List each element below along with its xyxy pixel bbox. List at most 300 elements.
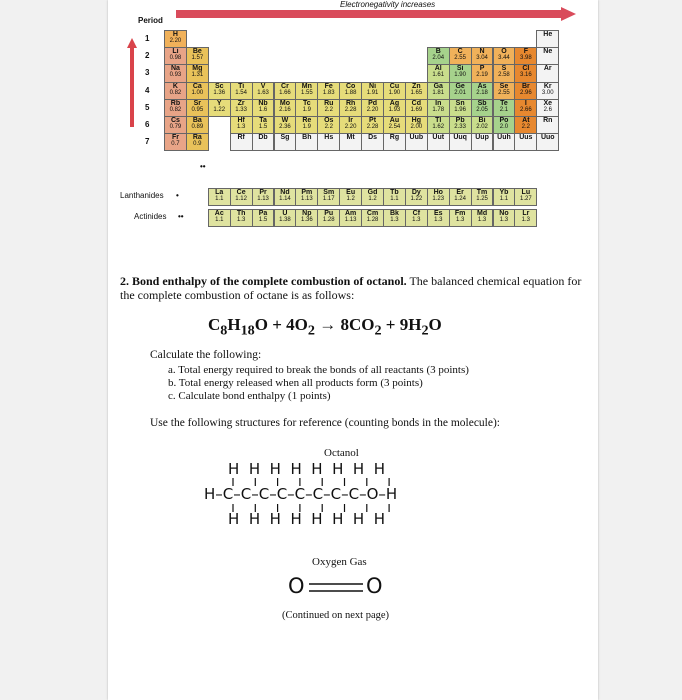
element-co [339,82,362,100]
electronegativity-value: 0.98 [169,55,182,62]
electronegativity-value: 1.78 [432,106,445,113]
element-symbol: Sr [193,99,202,107]
element-symbol: P [479,65,485,73]
electronegativity-value: 1.69 [410,106,423,113]
element-symbol: No [499,210,509,217]
element-symbol: Lr [522,210,530,217]
element-uuq [449,133,472,151]
element-symbol: O [501,48,507,56]
task-item-a: a. Total energy required to break the bonds of all reactants (3 points) [168,364,469,376]
element-gd [361,188,384,206]
period-number: 4 [145,85,150,95]
element-f [514,47,537,65]
element-yb [493,188,516,206]
element-s [493,64,516,82]
element-symbol: Co [345,82,356,90]
element-symbol: Bh [302,134,312,142]
element-symbol: In [435,99,442,107]
electronegativity-value: 1.14 [279,196,291,202]
electronegativity-value: 1.28 [366,217,379,223]
element-am [339,209,362,227]
element-symbol: Sm [323,189,335,196]
electronegativity-value: 1.22 [410,196,423,202]
electronegativity-value: 1.13 [344,217,357,223]
element-li [164,47,187,65]
element-symbol: Uup [475,134,489,142]
element-symbol: Rh [345,99,356,107]
electronegativity-value: 0.79 [169,124,182,130]
element-symbol: Hf [237,117,245,124]
element-symbol: Sn [455,99,465,107]
element-symbol: K [172,82,178,90]
element-symbol: Dy [411,189,421,196]
element-sn [449,99,472,117]
element-k [164,82,187,100]
element-symbol: Ti [238,82,245,90]
element-pd [361,99,384,117]
electronegativity-value: 2.55 [498,89,510,96]
period-number: 7 [145,137,150,147]
electronegativity-value: 1.88 [344,89,357,96]
element-bk [383,209,406,227]
element-symbol: Yb [499,189,509,196]
element-symbol: Db [258,134,268,142]
element-tm [471,188,494,206]
question-title-rest: The balanced chemical equation for the complete combustion of octane is as follows: [120,274,582,302]
element-ra [186,133,209,151]
electronegativity-value: 3.04 [476,55,488,62]
element-np [295,209,318,227]
electronegativity-value: 2.01 [454,89,466,96]
element-ca [186,82,209,100]
element-u [274,209,297,227]
element-symbol: Pb [455,117,465,124]
element-th [230,209,253,227]
electronegativity-value: 1.3 [499,217,509,223]
element-dy [405,188,428,206]
element-symbol: V [260,82,266,90]
electronegativity-value: 2.28 [366,124,379,130]
electronegativity-value: 1.5 [258,217,268,223]
element-symbol: Mo [279,99,290,107]
element-symbol: Re [302,117,312,124]
element-symbol: Ho [433,189,443,196]
element-y [208,99,231,117]
element-symbol: Lu [521,189,531,196]
element-symbol: Os [324,117,334,124]
electronegativity-value: 1.65 [410,89,423,96]
element-bh [295,133,318,151]
element-symbol: Po [499,117,509,124]
element-tb [383,188,406,206]
element-mg [186,64,209,82]
electronegativity-value: 2.54 [388,124,401,130]
electronegativity-value: 1.83 [322,89,335,96]
electronegativity-value: 1.31 [191,72,204,79]
electronegativity-value: 2.6 [543,106,552,113]
element-nd [274,188,297,206]
electronegativity-value: 1.3 [477,217,487,223]
electronegativity-value: 1.28 [322,217,335,223]
electronegativity-value: 1.81 [432,89,445,96]
element-na [164,64,187,82]
combustion-equation: $C_8H_{18}O + 4O_2 \to 8CO_2 + 9H_2O$ [208,315,442,339]
element-symbol: Si [456,65,464,73]
electronegativity-value: 1.3 [521,217,530,223]
element-cl [514,64,537,82]
element-db [252,133,275,151]
element-symbol: Pu [324,210,334,217]
lanthanides-label: Lanthanides [120,191,164,200]
element-symbol: Ag [389,99,400,107]
electronegativity-value: 0.7 [171,141,180,148]
electronegativity-value: 1.57 [191,55,204,62]
oxygen-atom-right: O [366,574,383,598]
double-bond [307,580,367,596]
element-uus [514,133,537,151]
electronegativity-value: 2.04 [432,55,445,62]
element-symbol: Ru [324,99,334,107]
element-lr [514,209,537,227]
element-mo [274,99,297,117]
element-symbol: Pa [258,210,268,217]
electronegativity-value: 1.66 [279,89,291,96]
electronegativity-value: 1.93 [388,106,401,113]
element-fm [449,209,472,227]
element-symbol: Cu [389,82,400,90]
element-symbol: Cm [366,210,379,217]
electronegativity-value: 2.2 [324,124,333,130]
element-symbol: Th [236,210,246,217]
element-symbol: Ir [348,117,353,124]
element-symbol: Te [500,99,508,107]
electronegativity-value: 3.00 [541,89,554,96]
element-symbol: Ar [543,65,552,73]
element-symbol: Eu [346,189,356,196]
element-p [471,64,494,82]
electronegativity-value: 1.2 [368,196,377,202]
element-symbol: Uuq [453,134,467,142]
element-symbol: Tb [390,189,399,196]
element-symbol: Uuh [497,134,511,142]
electronegativity-value: 2.02 [476,124,488,130]
element-er [449,188,472,206]
electronegativity-value: 2.66 [519,106,532,113]
electronegativity-value: 2.16 [279,106,291,113]
element-symbol: C [457,48,463,56]
element-symbol: Uus [519,134,533,142]
electronegativity-value: 1.13 [300,196,313,202]
element-symbol: Gd [367,189,378,196]
element-cm [361,209,384,227]
element-symbol: H [172,31,178,38]
element-symbol: Ge [455,82,465,90]
element-ds [361,133,384,151]
element-symbol: Uuo [540,134,555,142]
electronegativity-value: 1.38 [279,217,291,223]
element-cr [274,82,297,100]
octanol-bottom-hydrogens: H H H H H H H H [228,510,385,528]
electronegativity-value: 3.98 [519,55,532,62]
element-po [493,116,516,134]
element-cd [405,99,428,117]
element-tc [295,99,318,117]
electronegativity-value: 1.3 [434,217,443,223]
element-pm [295,188,318,206]
electronegativity-value: 1.3 [236,124,246,130]
element-hs [317,133,340,151]
element-at [514,116,537,134]
element-ce [230,188,253,206]
electronegativity-value: 2.36 [279,124,291,130]
element-symbol: Ac [214,210,224,217]
electronegativity-value: 1.9 [302,106,311,113]
element-eu [339,188,362,206]
electronegativity-value: 1.3 [412,217,421,223]
element-ti [230,82,253,100]
element-md [471,209,494,227]
electronegativity-value: 2.1 [499,106,509,113]
element-tl [427,116,450,134]
element-symbol: Zr [237,99,245,107]
element-symbol: Ga [433,82,443,90]
electronegativity-value: 1.96 [454,106,466,113]
electronegativity-value: 1.24 [454,196,466,202]
element-uub [405,133,428,151]
electronegativity-value: 1.62 [432,124,445,130]
element-symbol: Tc [303,99,311,107]
element-rn [536,116,559,134]
element-bi [471,116,494,134]
electronegativity-value: 1.3 [390,217,399,223]
element-symbol: Ra [192,134,202,142]
element-si [449,64,472,82]
element-ac [208,209,231,227]
electronegativity-value: 2.20 [366,106,379,113]
electronegativity-value: 2.20 [169,38,182,44]
electronegativity-value: 2.20 [344,124,357,130]
electronegativity-value: 1.9 [302,124,311,130]
element-ge [449,82,472,100]
octanol-chain: H–C–C–C–C–C–C–C–C–O–H [204,485,398,503]
element-symbol: Rn [543,117,553,124]
element-h [164,30,187,48]
element-br [514,82,537,100]
element-fe [317,82,340,100]
element-symbol: Na [170,65,180,73]
electronegativity-value: 1.27 [519,196,532,202]
element-symbol: Pt [369,117,377,124]
element-sr [186,99,209,117]
electronegativity-value: 2.2 [521,124,530,130]
element-symbol: Ta [259,117,267,124]
electronegativity-value: 1.2 [346,196,355,202]
element-symbol: Mn [301,82,312,90]
element-symbol: Xe [543,99,553,107]
element-symbol: Sb [477,99,487,107]
electronegativity-value: 1.25 [476,196,488,202]
element-symbol: Ds [368,134,378,142]
element-symbol: Cs [170,117,180,124]
period-arrow [127,38,137,128]
element-rg [383,133,406,151]
element-cs [164,116,187,134]
period-label: Period [138,16,163,25]
element-symbol: Zn [412,82,421,90]
element-mn [295,82,318,100]
element-symbol: I [524,99,527,107]
element-symbol: Ca [192,82,202,90]
reference-note: Use the following structures for reference (counting bonds in the molecule): [150,417,500,429]
element-symbol: Li [172,48,179,56]
electronegativity-value: 2.0 [499,124,509,130]
element-symbol: Am [344,210,357,217]
element-symbol: Cr [281,82,289,90]
element-au [383,116,406,134]
element-rb [164,99,187,117]
electronegativity-value: 1.1 [215,196,224,202]
element-symbol: Rg [389,134,400,142]
octanol-top-hydrogens: H H H H H H H H [228,460,385,478]
electronegativity-value: 1.5 [258,124,268,130]
element-symbol: Se [499,82,509,90]
element-zn [405,82,428,100]
element-symbol: Er [456,189,464,196]
electronegativity-label: Electronegativity increases [340,0,436,9]
element-ar [536,64,559,82]
element-symbol: Uub [409,134,424,142]
element-symbol: F [523,48,528,56]
electronegativity-value: 1.1 [215,217,224,223]
element-symbol: Nb [258,99,268,107]
element-ho [427,188,450,206]
electronegativity-value: 0.93 [169,72,182,79]
electronegativity-value: 1.90 [388,89,401,96]
element-se [493,82,516,100]
element-nb [252,99,275,117]
element-hf [230,116,253,134]
element-ne [536,47,559,65]
period-number: 5 [145,102,150,112]
element-sc [208,82,231,100]
electronegativity-value: 1.36 [300,217,313,223]
element-ga [427,82,450,100]
task-item-b: b. Total energy released when all products form (3 points) [168,377,423,389]
element-symbol: Pd [368,99,378,107]
electronegativity-value: 1.55 [300,89,313,96]
electronegativity-value: 1.17 [322,196,335,202]
element-symbol: Mg [192,65,203,73]
element-as [471,82,494,100]
element-kr [536,82,559,100]
element-symbol: Es [433,210,443,217]
element-symbol: Np [302,210,312,217]
element-symbol: Cl [522,65,530,73]
electronegativity-value: 1.61 [432,72,445,79]
electronegativity-value: 1.6 [258,106,268,113]
electronegativity-value: 0.89 [191,124,204,130]
element-o [493,47,516,65]
element-i [514,99,537,117]
element-sg [274,133,297,151]
element-symbol: B [435,48,441,56]
element-symbol: Bk [389,210,399,217]
element-symbol: Cf [412,210,421,217]
task-list [168,364,469,403]
period-number: 1 [145,34,150,43]
lanthanides-marker: • [176,191,179,200]
calculate-heading: Calculate the following: [150,349,262,361]
electronegativity-value: 3.44 [498,55,510,62]
period-number: 6 [145,120,150,129]
element-symbol: W [281,117,289,124]
electronegativity-value: 0.82 [169,89,182,96]
element-c [449,47,472,65]
element-rh [339,99,362,117]
electronegativity-value: 1.22 [213,106,226,113]
element-al [427,64,450,82]
electronegativity-value: 1.1 [499,196,509,202]
electronegativity-value: 2.96 [519,89,532,96]
electronegativity-value: 1.91 [366,89,379,96]
element-symbol: He [543,31,553,38]
element-pb [449,116,472,134]
electronegativity-value: 3.16 [519,72,532,79]
electronegativity-value: 2.55 [454,55,466,62]
element-symbol: N [479,48,485,56]
electronegativity-value: 0.9 [193,141,202,148]
element-symbol: S [501,65,507,73]
element-ni [361,82,384,100]
element-symbol: Fm [454,210,466,217]
element-symbol: As [477,82,487,90]
element-symbol: La [215,189,224,196]
element-pa [252,209,275,227]
element-os [317,116,340,134]
element-symbol: Rf [237,134,245,142]
electronegativity-value: 1.36 [213,89,226,96]
electronegativity-value: 1.3 [236,217,246,223]
element-lu [514,188,537,206]
element-symbol: Fe [324,82,333,90]
element-symbol: Au [389,117,400,124]
element-symbol: At [522,117,530,124]
element-pu [317,209,340,227]
electronegativity-value: 2.05 [476,106,488,113]
element-rf [230,133,253,151]
element-symbol: Pm [301,189,313,196]
electronegativity-value: 1.12 [235,196,247,202]
element-pr [252,188,275,206]
element-sb [471,99,494,117]
element-symbol: Tl [435,117,442,124]
electronegativity-value: 1.90 [454,72,466,79]
electronegativity-value: 2.33 [454,124,466,130]
element-w [274,116,297,134]
element-symbol: Uut [432,134,445,142]
electronegativity-value: 2.00 [410,124,423,130]
electronegativity-value: 2.19 [476,72,488,79]
element-uup [471,133,494,151]
element-symbol: Al [434,65,442,73]
octanol-vertical-bonds [228,476,428,516]
octanol-label: Octanol [324,447,359,459]
continued-note: (Continued on next page) [282,610,390,621]
element-uuh [493,133,516,151]
electronegativity-value: 0.95 [191,106,204,113]
element-symbol: Hs [324,134,334,142]
task-item-c: c. Calculate bond enthalpy (1 points) [168,390,331,402]
